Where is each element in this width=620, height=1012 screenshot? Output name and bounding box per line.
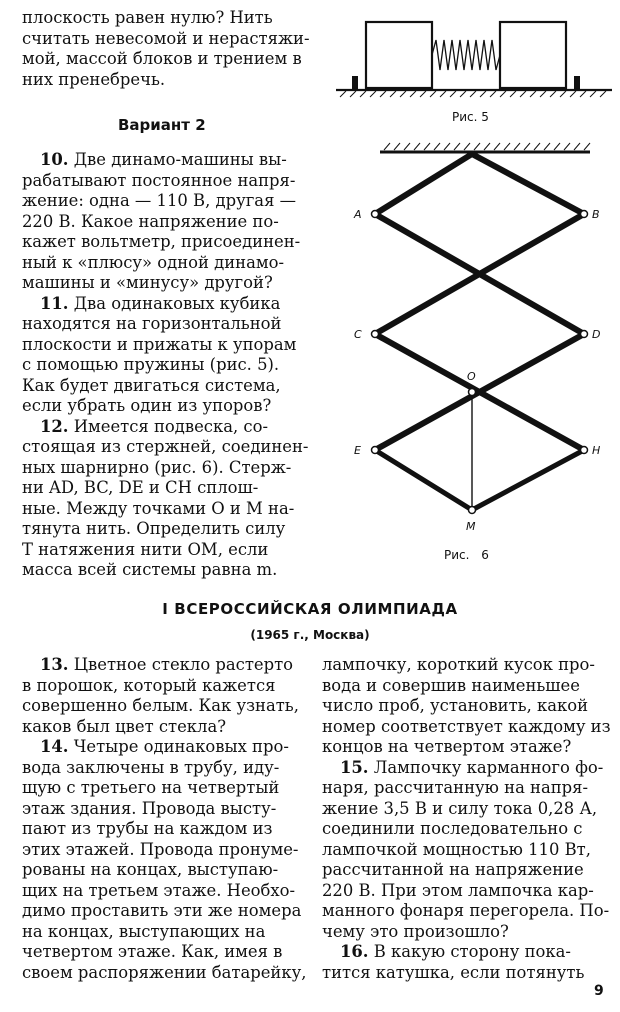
- text-line: рассчитанной на напряжение: [322, 860, 584, 879]
- text-line: совершенно белым. Как узнать,: [22, 696, 299, 715]
- label-m: M: [466, 520, 476, 533]
- stop-right: [574, 76, 580, 90]
- hinge-c: [372, 331, 379, 338]
- problem-14-continued: [322, 655, 611, 758]
- text-line: вода заключены в трубу, иду-: [22, 757, 280, 777]
- text-line: наря, рассчитанную на напря-: [322, 778, 589, 797]
- hinge-m: [469, 507, 476, 514]
- text-line: тится катушка, если потянуть: [322, 962, 585, 982]
- hinge-o: [469, 389, 476, 396]
- text-line: жение: одна — 110 В, другая —: [22, 191, 297, 210]
- problems-left: [22, 150, 309, 581]
- text-line: T натяжения нити OM, если: [22, 539, 269, 559]
- problem-10: [22, 150, 305, 294]
- text-line: в порошок, который кажется: [22, 675, 276, 695]
- problem-number: 14.: [40, 737, 69, 756]
- text-line: плоскость равен нулю? Нить: [22, 8, 273, 27]
- problem-number: 11.: [40, 293, 69, 313]
- label-c: C: [354, 328, 362, 341]
- figure-5-caption: Рис. 5: [452, 110, 489, 124]
- hinge-a: [372, 211, 379, 218]
- figure-6: [330, 140, 620, 550]
- rod-top-left: [375, 154, 472, 214]
- text-line: жение 3,5 В и силу тока 0,28 А,: [322, 798, 598, 818]
- label-o: O: [467, 370, 476, 383]
- problem-number: 12.: [40, 416, 69, 436]
- text-line: считать невесомой и нерастяжи-: [22, 28, 310, 48]
- problem-15: [322, 757, 610, 943]
- text-line: манного фонаря перегорела. По-: [322, 901, 610, 920]
- text-line: Как будет двигаться система,: [22, 375, 281, 395]
- problem-13: [22, 655, 305, 737]
- olympiad-subtitle: (1965 г., Москва): [250, 628, 370, 642]
- problem-11: [22, 294, 305, 417]
- label-b: B: [592, 208, 600, 221]
- text-line: рованы на концах, выступаю-: [22, 860, 279, 879]
- text-line: номер соответствует каждому из: [322, 716, 611, 736]
- text-line: если убрать один из упоров?: [22, 396, 272, 415]
- text-line: лампочку, короткий кусок про-: [322, 655, 595, 674]
- text-line: кажет вольтметр, присоединен-: [22, 232, 301, 251]
- text-line: стоящая из стержней, соединен-: [22, 437, 309, 456]
- text-line: ные. Между точками O и M на-: [22, 498, 295, 518]
- label-e: E: [354, 444, 361, 457]
- problem-text: Лампочку карманного фо-: [368, 757, 604, 777]
- text-line: щих на третьем этаже. Необхо-: [22, 880, 296, 900]
- problem-text: Имеется подвеска, со-: [68, 416, 268, 436]
- text-line: тянута нить. Определить силу: [22, 519, 286, 538]
- text-line: соединили последовательно с: [322, 819, 583, 838]
- rod-top-right: [472, 154, 584, 214]
- text-line: каков был цвет стекла?: [22, 716, 227, 736]
- text-line: плоскости и прижаты к упорам: [22, 334, 297, 354]
- text-line: щую с третьего на четвертый: [22, 778, 280, 797]
- column-right: [322, 655, 611, 983]
- hinge-h: [581, 447, 588, 454]
- text-line: с помощью пружины (рис. 5).: [22, 355, 280, 374]
- text-line: димо проставить эти же номера: [22, 901, 302, 920]
- text-line: этих этажей. Провода пронуме-: [22, 839, 299, 859]
- text-line: пают из трубы на каждом из: [22, 819, 273, 838]
- text-line: на концах, выступающих на: [22, 921, 266, 941]
- problem-16: [322, 942, 605, 983]
- problem-text: Цветное стекло растерто: [68, 655, 294, 674]
- text-line: машины и «минусу» другой?: [22, 273, 273, 292]
- problem-number: 10.: [40, 150, 69, 169]
- floor-hatching: [340, 91, 606, 97]
- problem-text: В какую сторону пока-: [368, 942, 571, 961]
- text-line: четвертом этаже. Как, имея в: [22, 942, 283, 961]
- hinge-b: [581, 211, 588, 218]
- problem-text: Две динамо-машины вы-: [68, 150, 287, 169]
- page-number: 9: [594, 983, 604, 999]
- text-line: рабатывают постоянное напря-: [22, 170, 296, 190]
- figure-5: [330, 16, 620, 106]
- text-line: находятся на горизонтальной: [22, 314, 282, 333]
- hinge-e: [372, 447, 379, 454]
- olympiad-title: I ВСЕРОССИЙСКАЯ ОЛИМПИАДА: [162, 600, 458, 618]
- text-line: масса всей системы равна m.: [22, 560, 278, 579]
- figure-6-caption: Рис. 6: [444, 548, 489, 562]
- spring: [432, 40, 500, 70]
- block-right: [500, 22, 566, 88]
- text-line: 220 В. При этом лампочка кар-: [322, 880, 594, 900]
- variant-heading: Вариант 2: [118, 116, 206, 134]
- text-line: лампочкой мощностью 110 Вт,: [322, 839, 591, 859]
- text-line: вода и совершив наименьшее: [322, 675, 580, 695]
- ceiling-hatching: [384, 143, 590, 150]
- problem-number: 16.: [340, 942, 369, 961]
- text-line: 220 В. Какое напряжение по-: [22, 211, 279, 231]
- text-line: своем распоряжении батарейку,: [22, 962, 307, 982]
- problem-number: 13.: [40, 655, 69, 674]
- hinge-d: [581, 331, 588, 338]
- text-line: этаж здания. Провода высту-: [22, 798, 277, 818]
- text-line: ни AD, BC, DE и CH сплош-: [22, 478, 259, 497]
- column-left: [22, 655, 305, 983]
- label-h: H: [592, 444, 601, 457]
- rods: [375, 154, 584, 450]
- bottom-frame: [375, 450, 584, 510]
- text-line: ных шарнирно (рис. 6). Стерж-: [22, 457, 292, 477]
- text-line: число проб, установить, какой: [322, 696, 589, 715]
- problem-text: Четыре одинаковых про-: [68, 737, 289, 756]
- problem-12: [22, 416, 309, 581]
- text-line: чему это произошло?: [322, 921, 509, 941]
- block-left: [366, 22, 432, 88]
- label-a: A: [354, 208, 362, 221]
- problem-text: Два одинаковых кубика: [68, 293, 281, 313]
- problem-number: 15.: [340, 757, 369, 777]
- text-line: мой, массой блоков и трением в: [22, 49, 302, 68]
- text-line: ный к «плюсу» одной динамо-: [22, 252, 285, 272]
- problem-14: [22, 737, 305, 983]
- label-d: D: [592, 328, 601, 341]
- text-line: концов на четвертом этаже?: [322, 737, 572, 756]
- top-text: [22, 8, 310, 90]
- text-line: них пренебречь.: [22, 69, 166, 89]
- stop-left: [352, 76, 358, 90]
